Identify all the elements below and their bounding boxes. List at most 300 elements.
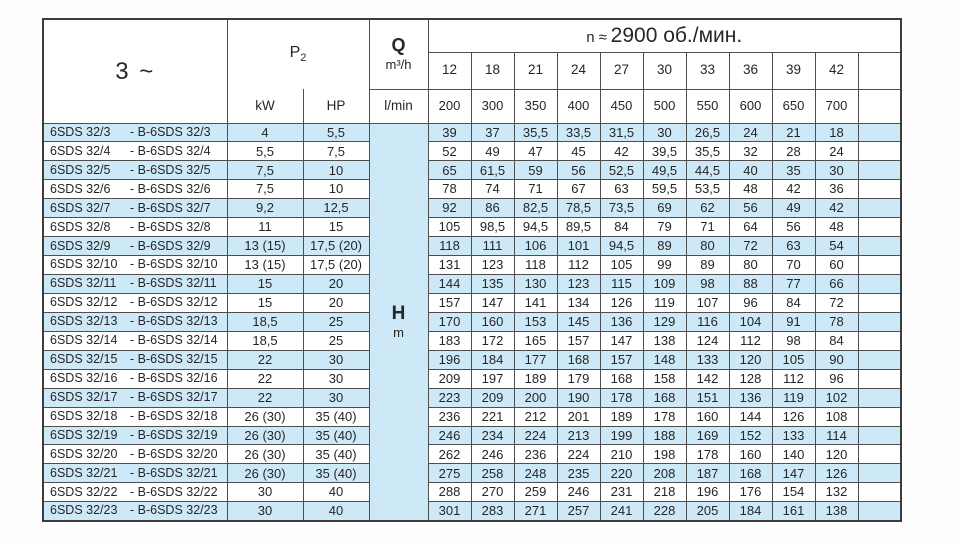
model-name-b: - B-6SDS 32/22 (130, 484, 218, 499)
head-value-cell: 98 (772, 331, 815, 350)
head-value-cell: 140 (772, 445, 815, 464)
head-value-cell: 96 (815, 369, 858, 388)
head-value-cell: 178 (643, 407, 686, 426)
model-name: 6SDS 32/22 (50, 484, 118, 499)
head-value-cell: 84 (772, 293, 815, 312)
hp-value-cell: 10 (303, 180, 369, 199)
head-value-cell: 190 (557, 388, 600, 407)
model-cell (43, 199, 227, 218)
hp-value-cell: 17,5 (20) (303, 237, 369, 256)
head-value-cell: 80 (686, 237, 729, 256)
kw-value-cell: 15 (227, 275, 303, 294)
model-cell (43, 388, 227, 407)
flow-m3h-cell: 24 (557, 52, 600, 89)
head-value-cell: 133 (772, 426, 815, 445)
kw-value-cell: 4 (227, 123, 303, 142)
empty-cell (858, 218, 901, 237)
head-value-cell: 54 (815, 237, 858, 256)
head-value-cell: 32 (729, 142, 772, 161)
head-value-cell: 66 (815, 275, 858, 294)
head-value-cell: 116 (686, 312, 729, 331)
head-value-cell: 109 (643, 275, 686, 294)
head-value-cell: 133 (686, 350, 729, 369)
model-name-b: - B-6SDS 32/6 (130, 181, 211, 196)
head-value-cell: 112 (557, 256, 600, 275)
table-row (43, 445, 901, 464)
head-value-cell: 119 (643, 293, 686, 312)
model-cell (43, 502, 227, 521)
head-value-cell: 45 (557, 142, 600, 161)
model-name: 6SDS 32/8 (50, 219, 111, 234)
empty-cell (858, 199, 901, 218)
hp-value-cell: 40 (303, 483, 369, 502)
head-value-cell: 209 (471, 388, 514, 407)
model-name: 6SDS 32/7 (50, 200, 111, 215)
head-column-label (369, 123, 428, 521)
head-value-cell: 71 (514, 180, 557, 199)
head-value-cell: 49 (772, 199, 815, 218)
head-value-cell: 105 (600, 256, 643, 275)
head-value-cell: 112 (729, 331, 772, 350)
model-name-b: - B-6SDS 32/10 (130, 257, 218, 272)
head-value-cell: 132 (815, 483, 858, 502)
head-value-cell: 189 (514, 369, 557, 388)
head-value-cell: 35,5 (686, 142, 729, 161)
model-name: 6SDS 32/3 (50, 124, 111, 139)
head-value-cell: 275 (428, 464, 471, 483)
empty-cell (858, 275, 901, 294)
table-row (43, 123, 901, 142)
head-value-cell: 258 (471, 464, 514, 483)
kw-value-cell: 18,5 (227, 312, 303, 331)
head-value-cell: 246 (471, 445, 514, 464)
head-value-cell: 56 (729, 199, 772, 218)
hp-value-cell: 20 (303, 275, 369, 294)
head-value-cell: 67 (557, 180, 600, 199)
model-name: 6SDS 32/20 (50, 446, 118, 461)
head-value-cell: 262 (428, 445, 471, 464)
kw-value-cell: 30 (227, 483, 303, 502)
head-value-cell: 52,5 (600, 161, 643, 180)
flow-m3h-cell: 27 (600, 52, 643, 89)
head-value-cell: 48 (815, 218, 858, 237)
empty-cell (858, 350, 901, 369)
empty-cell (858, 407, 901, 426)
head-value-cell: 59,5 (643, 180, 686, 199)
head-value-cell: 91 (772, 312, 815, 331)
head-value-cell: 84 (600, 218, 643, 237)
flow-lmin-cell: 550 (686, 89, 729, 123)
head-value-cell: 141 (514, 293, 557, 312)
model-cell (43, 312, 227, 331)
head-value-cell: 218 (643, 483, 686, 502)
head-value-cell: 94,5 (600, 237, 643, 256)
table-row (43, 275, 901, 294)
h-unit: m (393, 324, 404, 340)
head-value-cell: 196 (686, 483, 729, 502)
model-name-b: - B-6SDS 32/8 (130, 219, 211, 234)
empty-cell (858, 331, 901, 350)
kw-value-cell: 26 (30) (227, 407, 303, 426)
head-value-cell: 160 (686, 407, 729, 426)
head-value-cell: 106 (514, 237, 557, 256)
model-cell (43, 123, 227, 142)
model-cell (43, 142, 227, 161)
flow-lmin-cell: 500 (643, 89, 686, 123)
kw-value-cell: 26 (30) (227, 426, 303, 445)
head-value-cell: 115 (600, 275, 643, 294)
head-value-cell: 96 (729, 293, 772, 312)
model-name-b: - B-6SDS 32/13 (130, 314, 218, 329)
table-row (43, 426, 901, 445)
head-value-cell: 148 (643, 350, 686, 369)
head-value-cell: 172 (471, 331, 514, 350)
head-value-cell: 130 (514, 275, 557, 294)
head-value-cell: 42 (772, 180, 815, 199)
empty-cell (858, 256, 901, 275)
head-value-cell: 212 (514, 407, 557, 426)
head-value-cell: 64 (729, 218, 772, 237)
model-name-b: - B-6SDS 32/19 (130, 427, 218, 442)
head-value-cell: 94,5 (514, 218, 557, 237)
head-value-cell: 108 (815, 407, 858, 426)
head-value-cell: 169 (686, 426, 729, 445)
head-value-cell: 18 (815, 123, 858, 142)
head-value-cell: 69 (643, 199, 686, 218)
head-value-cell: 59 (514, 161, 557, 180)
head-value-cell: 21 (772, 123, 815, 142)
model-name-b: - B-6SDS 32/16 (130, 371, 218, 386)
head-value-cell: 120 (729, 350, 772, 369)
pump-specification-table (42, 18, 902, 522)
head-value-cell: 61,5 (471, 161, 514, 180)
head-value-cell: 210 (600, 445, 643, 464)
table-row (43, 331, 901, 350)
head-value-cell: 205 (686, 502, 729, 521)
head-value-cell: 107 (686, 293, 729, 312)
head-value-cell: 102 (815, 388, 858, 407)
model-cell (43, 237, 227, 256)
head-value-cell: 79 (643, 218, 686, 237)
head-value-cell: 221 (471, 407, 514, 426)
speed-value: 2900 об./мин. (610, 23, 743, 47)
lmin-unit-header: l/min (369, 89, 428, 123)
kw-value-cell: 7,5 (227, 161, 303, 180)
head-value-cell: 134 (557, 293, 600, 312)
hp-value-cell: 30 (303, 350, 369, 369)
head-value-cell: 248 (514, 464, 557, 483)
table-row (43, 256, 901, 275)
kw-value-cell: 26 (30) (227, 464, 303, 483)
head-value-cell: 119 (772, 388, 815, 407)
head-value-cell: 184 (471, 350, 514, 369)
flow-m3h-cell: 36 (729, 52, 772, 89)
head-value-cell: 42 (600, 142, 643, 161)
empty-cell (858, 483, 901, 502)
model-cell (43, 161, 227, 180)
hp-value-cell: 17,5 (20) (303, 256, 369, 275)
model-name-b: - B-6SDS 32/12 (130, 295, 218, 310)
model-name: 6SDS 32/14 (50, 333, 118, 348)
table-row (43, 218, 901, 237)
empty-cell (858, 180, 901, 199)
head-value-cell: 168 (643, 388, 686, 407)
head-value-cell: 98,5 (471, 218, 514, 237)
head-value-cell: 120 (815, 445, 858, 464)
hp-value-cell: 7,5 (303, 142, 369, 161)
kw-value-cell: 13 (15) (227, 237, 303, 256)
table-row (43, 464, 901, 483)
head-value-cell: 44,5 (686, 161, 729, 180)
head-value-cell: 160 (729, 445, 772, 464)
model-cell (43, 180, 227, 199)
head-value-cell: 199 (600, 426, 643, 445)
head-value-cell: 101 (557, 237, 600, 256)
head-value-cell: 176 (729, 483, 772, 502)
head-value-cell: 168 (600, 369, 643, 388)
p2-header (227, 19, 369, 89)
model-cell (43, 445, 227, 464)
head-value-cell: 89 (686, 256, 729, 275)
flow-m3h-cell: 21 (514, 52, 557, 89)
head-value-cell: 142 (686, 369, 729, 388)
hp-value-cell: 25 (303, 312, 369, 331)
head-value-cell: 24 (815, 142, 858, 161)
head-value-cell: 178 (686, 445, 729, 464)
head-value-cell: 165 (514, 331, 557, 350)
head-value-cell: 160 (471, 312, 514, 331)
q-header (369, 19, 428, 89)
flow-lmin-cell: 300 (471, 89, 514, 123)
flow-lmin-empty-cell (858, 89, 901, 123)
p2-label: P (289, 43, 301, 61)
empty-cell (858, 388, 901, 407)
table-row (43, 199, 901, 218)
flow-lmin-cell: 200 (428, 89, 471, 123)
model-name-b: - B-6SDS 32/15 (130, 352, 218, 367)
head-value-cell: 114 (815, 426, 858, 445)
table-row (43, 388, 901, 407)
head-value-cell: 77 (772, 275, 815, 294)
model-name: 6SDS 32/19 (50, 427, 118, 442)
head-value-cell: 71 (686, 218, 729, 237)
head-value-cell: 257 (557, 502, 600, 521)
head-value-cell: 30 (643, 123, 686, 142)
model-name: 6SDS 32/6 (50, 181, 111, 196)
head-value-cell: 220 (600, 464, 643, 483)
model-name-b: - B-6SDS 32/21 (130, 465, 218, 480)
head-value-cell: 88 (729, 275, 772, 294)
head-value-cell: 147 (471, 293, 514, 312)
hp-value-cell: 20 (303, 293, 369, 312)
head-value-cell: 168 (729, 464, 772, 483)
head-value-cell: 72 (815, 293, 858, 312)
model-name: 6SDS 32/10 (50, 257, 118, 272)
kw-value-cell: 18,5 (227, 331, 303, 350)
head-value-cell: 213 (557, 426, 600, 445)
h-label: H (391, 302, 406, 324)
model-cell (43, 275, 227, 294)
kw-value-cell: 5,5 (227, 142, 303, 161)
head-value-cell: 42 (815, 199, 858, 218)
head-value-cell: 177 (514, 350, 557, 369)
head-value-cell: 168 (557, 350, 600, 369)
kw-value-cell: 13 (15) (227, 256, 303, 275)
head-value-cell: 128 (729, 369, 772, 388)
hp-value-cell: 40 (303, 502, 369, 521)
hp-value-cell: 30 (303, 388, 369, 407)
head-value-cell: 111 (471, 237, 514, 256)
head-value-cell: 39,5 (643, 142, 686, 161)
table-row (43, 142, 901, 161)
head-value-cell: 56 (557, 161, 600, 180)
head-value-cell: 188 (643, 426, 686, 445)
hp-value-cell: 35 (40) (303, 445, 369, 464)
model-name-b: - B-6SDS 32/4 (130, 143, 211, 158)
head-value-cell: 270 (471, 483, 514, 502)
hp-value-cell: 12,5 (303, 199, 369, 218)
head-value-cell: 39 (428, 123, 471, 142)
kw-value-cell: 9,2 (227, 199, 303, 218)
head-value-cell: 48 (729, 180, 772, 199)
model-cell (43, 483, 227, 502)
head-value-cell: 60 (815, 256, 858, 275)
hp-value-cell: 30 (303, 369, 369, 388)
head-value-cell: 35,5 (514, 123, 557, 142)
head-value-cell: 89 (643, 237, 686, 256)
flow-m3h-cell: 39 (772, 52, 815, 89)
head-value-cell: 62 (686, 199, 729, 218)
head-value-cell: 144 (729, 407, 772, 426)
head-value-cell: 228 (643, 502, 686, 521)
flow-lmin-cell: 450 (600, 89, 643, 123)
flow-m3h-cell: 30 (643, 52, 686, 89)
head-value-cell: 224 (514, 426, 557, 445)
table-row (43, 237, 901, 256)
head-value-cell: 187 (686, 464, 729, 483)
model-cell (43, 426, 227, 445)
p2-subscript: 2 (300, 51, 307, 64)
head-value-cell: 208 (643, 464, 686, 483)
head-value-cell: 201 (557, 407, 600, 426)
head-value-cell: 131 (428, 256, 471, 275)
empty-cell (858, 237, 901, 256)
hp-value-cell: 25 (303, 331, 369, 350)
model-cell (43, 350, 227, 369)
head-value-cell: 56 (772, 218, 815, 237)
head-value-cell: 49 (471, 142, 514, 161)
head-value-cell: 145 (557, 312, 600, 331)
kw-value-cell: 22 (227, 369, 303, 388)
hp-value-cell: 10 (303, 161, 369, 180)
head-value-cell: 63 (600, 180, 643, 199)
head-value-cell: 241 (600, 502, 643, 521)
empty-cell (858, 312, 901, 331)
model-name: 6SDS 32/23 (50, 503, 118, 518)
speed-prefix: n ≈ (586, 28, 608, 46)
head-value-cell: 37 (471, 123, 514, 142)
head-value-cell: 65 (428, 161, 471, 180)
phase-header: 3 ~ (43, 19, 227, 123)
hp-value-cell: 35 (40) (303, 407, 369, 426)
head-value-cell: 135 (471, 275, 514, 294)
head-value-cell: 84 (815, 331, 858, 350)
head-value-cell: 78 (815, 312, 858, 331)
head-value-cell: 184 (729, 502, 772, 521)
head-value-cell: 74 (471, 180, 514, 199)
head-value-cell: 73,5 (600, 199, 643, 218)
table-row (43, 407, 901, 426)
head-value-cell: 136 (600, 312, 643, 331)
head-value-cell: 49,5 (643, 161, 686, 180)
head-value-cell: 198 (643, 445, 686, 464)
head-value-cell: 24 (729, 123, 772, 142)
model-cell (43, 464, 227, 483)
model-name: 6SDS 32/21 (50, 465, 118, 480)
head-value-cell: 52 (428, 142, 471, 161)
flow-m3h-empty-cell (858, 52, 901, 89)
q-label: Q (391, 35, 406, 56)
model-name: 6SDS 32/9 (50, 238, 111, 253)
head-value-cell: 53,5 (686, 180, 729, 199)
head-value-cell: 118 (514, 256, 557, 275)
model-name: 6SDS 32/12 (50, 295, 118, 310)
head-value-cell: 170 (428, 312, 471, 331)
q-unit-m3h: m³/h (385, 57, 412, 73)
head-value-cell: 118 (428, 237, 471, 256)
head-value-cell: 183 (428, 331, 471, 350)
model-name-b: - B-6SDS 32/17 (130, 390, 218, 405)
kw-value-cell: 30 (227, 502, 303, 521)
head-value-cell: 196 (428, 350, 471, 369)
head-value-cell: 112 (772, 369, 815, 388)
head-value-cell: 200 (514, 388, 557, 407)
flow-m3h-cell: 42 (815, 52, 858, 89)
head-value-cell: 246 (428, 426, 471, 445)
head-value-cell: 89,5 (557, 218, 600, 237)
flow-m3h-cell: 18 (471, 52, 514, 89)
head-value-cell: 78 (428, 180, 471, 199)
model-name-b: - B-6SDS 32/3 (130, 124, 211, 139)
hp-value-cell: 35 (40) (303, 426, 369, 445)
model-cell (43, 369, 227, 388)
head-value-cell: 189 (600, 407, 643, 426)
head-value-cell: 92 (428, 199, 471, 218)
head-value-cell: 36 (815, 180, 858, 199)
empty-cell (858, 161, 901, 180)
table-row (43, 312, 901, 331)
model-name-b: - B-6SDS 32/14 (130, 333, 218, 348)
kw-value-cell: 11 (227, 218, 303, 237)
model-name: 6SDS 32/17 (50, 390, 118, 405)
table-row (43, 350, 901, 369)
head-value-cell: 99 (643, 256, 686, 275)
model-name: 6SDS 32/11 (50, 276, 117, 291)
head-value-cell: 259 (514, 483, 557, 502)
model-cell (43, 256, 227, 275)
head-value-cell: 136 (729, 388, 772, 407)
table-row (43, 293, 901, 312)
head-value-cell: 144 (428, 275, 471, 294)
head-value-cell: 82,5 (514, 199, 557, 218)
head-value-cell: 33,5 (557, 123, 600, 142)
flow-lmin-cell: 700 (815, 89, 858, 123)
head-value-cell: 161 (772, 502, 815, 521)
head-value-cell: 235 (557, 464, 600, 483)
head-value-cell: 236 (514, 445, 557, 464)
empty-cell (858, 142, 901, 161)
speed-header (428, 19, 901, 52)
